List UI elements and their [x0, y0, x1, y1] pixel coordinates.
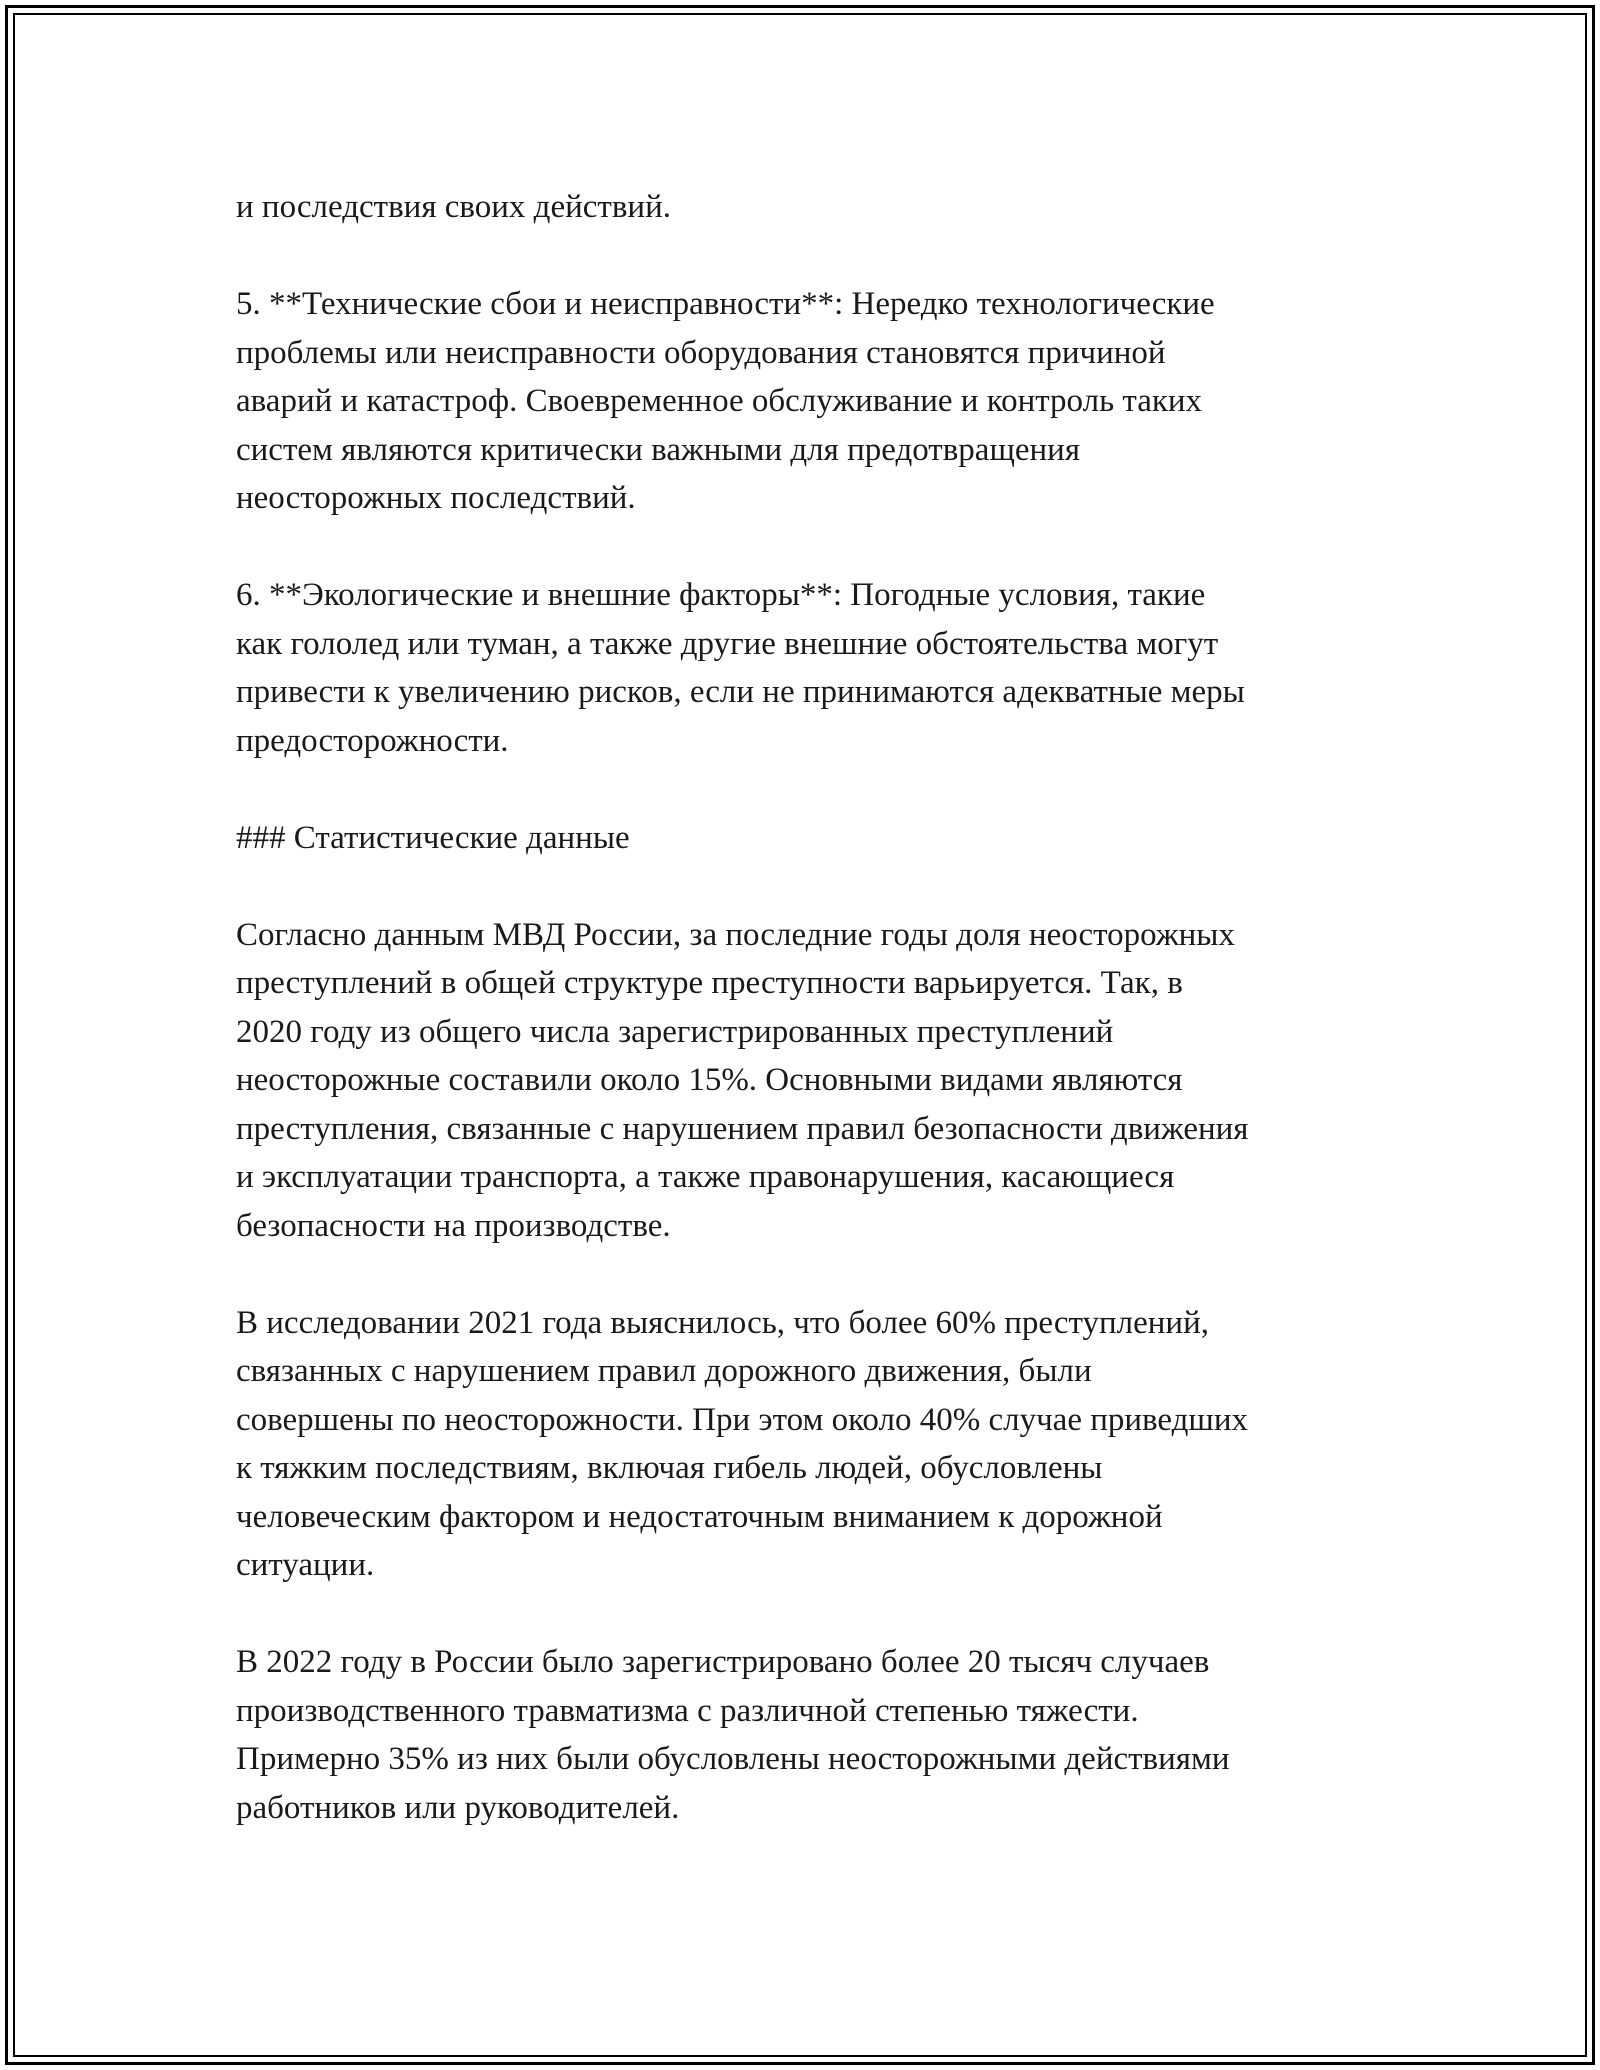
document-body [236, 183, 1386, 1832]
paragraph-mvd-statistics: Согласно данным МВД России, за последние годы доля неосторожных преступлений в общей структуре преступности варьируется. Так, в 2020 году из общего числа зарегистрированных преступлений неосторожные составили около 15%. Основными видами являются преступления, связанные с нарушением правил безопасности движения и эксплуатации транспорта, а также правонарушения, касающиеся безопасности на производстве. [236, 916, 1249, 1244]
list-item-environmental-factors: 6. **Экологические и внешние факторы**: Погодные условия, такие как гололед или туман, а также другие внешние обстоятельства могут привести к увеличению рисков, если не принимаются адекватные меры предосторожности. [236, 577, 1245, 759]
section-heading-statistics: ### Статистические данные [236, 819, 630, 856]
paragraph-continuation: и последствия своих действий. [236, 189, 671, 225]
paragraph-2021-study: В исследовании 2021 года выяснилось, что более 60% преступлений, связанных с нарушением правил дорожного движения, были совершены по неосторожности. При этом около 40% случае приведших к тяжким последствиям, включая гибель людей, обусловлены человеческим фактором и недостаточным вниманием к дорожной ситуации. [236, 1304, 1248, 1583]
paragraph-2022-injuries: В 2022 году в России было зарегистрировано более 20 тысяч случаев производственного травматизма с различной степенью тяжести. Примерно 35% из них были обусловлены неосторожными действиями работников или руководителей. [236, 1644, 1230, 1826]
list-item-technical-failures: 5. **Технические сбои и неисправности**: Нередко технологические проблемы или неисправности оборудования становятся причиной аварий и катастроф. Своевременное обслуживание и контроль таких систем являются критически важными для предотвращения неосторожных последствий. [236, 286, 1215, 516]
